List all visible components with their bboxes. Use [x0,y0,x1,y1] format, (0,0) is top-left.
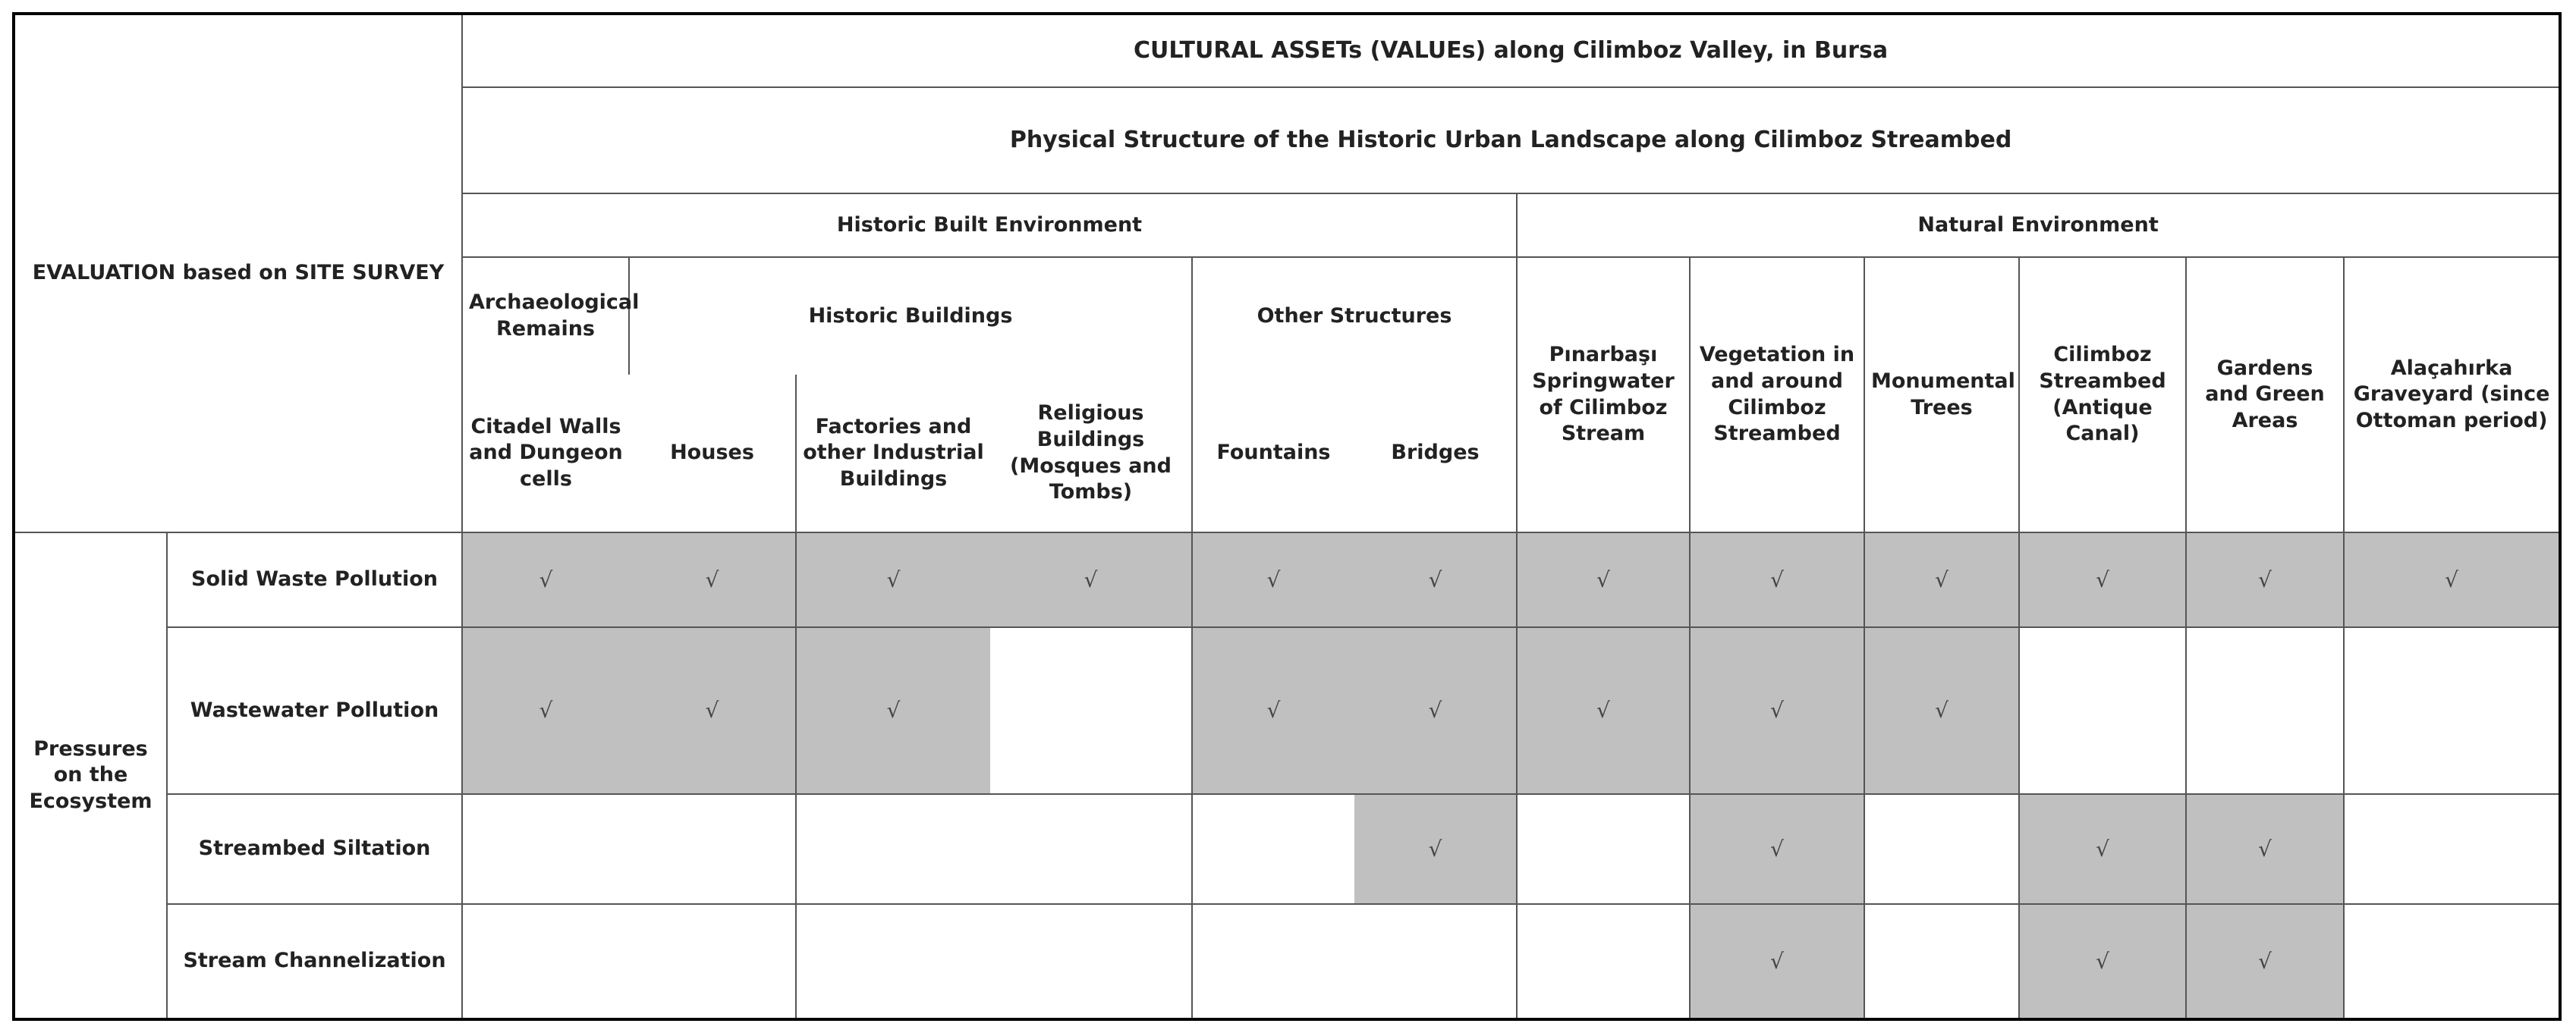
table-row [15,904,2559,1018]
check-cell: √ [1690,532,1864,627]
col-header-fountains: Fountains [1192,375,1354,532]
col-header-graveyard: Alaçahırka Graveyard (since Ottoman period) [2344,257,2559,532]
col-header-bridges: Bridges [1354,375,1517,532]
check-cell [2186,627,2344,794]
check-cell: √ [1864,627,2019,794]
natural-environment-header: Natural Environment [1517,193,2559,257]
row-label-wastewater: Wastewater Pollution [167,627,462,794]
evaluation-table [15,15,2559,1018]
check-cell: √ [2186,532,2344,627]
check-cell: √ [462,532,629,627]
check-cell [1354,904,1517,1018]
col-header-streambed: Cilimboz Streambed (Antique Canal) [2019,257,2186,532]
check-cell: √ [1192,532,1354,627]
check-cell [629,904,796,1018]
check-cell: √ [2186,794,2344,904]
check-cell [1517,794,1690,904]
check-cell [2019,627,2186,794]
check-cell [2344,904,2559,1018]
check-cell: √ [1517,627,1690,794]
archaeological-remains-header: Archaeological Remains [469,290,640,341]
check-cell [462,794,629,904]
row-label-channelization: Stream Channelization [167,904,462,1018]
check-cell: √ [1354,794,1517,904]
col-header-citadel-walls: Citadel Walls and Dungeon cells [462,375,629,532]
col-header-religious-buildings: Religious Buildings (Mosques and Tombs) [990,375,1192,532]
check-cell [629,794,796,904]
check-cell: √ [2019,794,2186,904]
table-row [15,627,2559,794]
check-cell: √ [1690,627,1864,794]
col-header-factories: Factories and other Industrial Buildings [796,375,990,532]
table-row [15,794,2559,904]
col-header-gardens: Gardens and Green Areas [2186,257,2344,532]
check-cell [1192,794,1354,904]
historic-buildings-header: Historic Buildings [629,257,1192,375]
check-cell: √ [1690,794,1864,904]
col-header-monumental-trees: Monumental Trees [1864,257,2019,532]
table-row [15,532,2559,627]
check-cell: √ [462,627,629,794]
row-label-solid-waste: Solid Waste Pollution [167,532,462,627]
check-cell [796,794,990,904]
check-cell: √ [796,532,990,627]
check-cell: √ [629,532,796,627]
check-cell [990,794,1192,904]
check-cell [2344,627,2559,794]
check-cell: √ [796,627,990,794]
table-subtitle: Physical Structure of the Historic Urban Landscape along Cilimboz Streambed [462,87,2559,193]
corner-header: EVALUATION based on SITE SURVEY [15,15,462,532]
col-header-vegetation: Vegetation in and around Cilimboz Streambed [1690,257,1864,532]
check-cell: √ [1690,904,1864,1018]
col-header-springwater: Pınarbaşı Springwater of Cilimboz Stream [1517,257,1690,532]
check-cell: √ [990,532,1192,627]
check-cell: √ [1354,627,1517,794]
check-cell: √ [2186,904,2344,1018]
check-cell [1517,904,1690,1018]
check-cell: √ [629,627,796,794]
other-structures-header: Other Structures [1192,257,1517,375]
check-cell: √ [2019,904,2186,1018]
check-cell: √ [2019,532,2186,627]
col-header-houses: Houses [629,375,796,532]
check-cell [1192,904,1354,1018]
check-cell: √ [2344,532,2559,627]
check-cell [462,904,629,1018]
check-cell: √ [1864,532,2019,627]
check-cell: √ [1192,627,1354,794]
built-environment-header: Historic Built Environment [462,193,1517,257]
check-cell [1864,794,2019,904]
check-cell [990,627,1192,794]
check-cell [796,904,990,1018]
table-title: CULTURAL ASSETs (VALUEs) along Cilimboz Valley, in Bursa [462,15,2559,87]
check-cell: √ [1517,532,1690,627]
pressures-label: Pressures on the Ecosystem [15,532,167,1018]
check-cell [1864,904,2019,1018]
check-cell: √ [1354,532,1517,627]
check-cell [990,904,1192,1018]
check-cell [2344,794,2559,904]
row-label-siltation: Streambed Siltation [167,794,462,904]
